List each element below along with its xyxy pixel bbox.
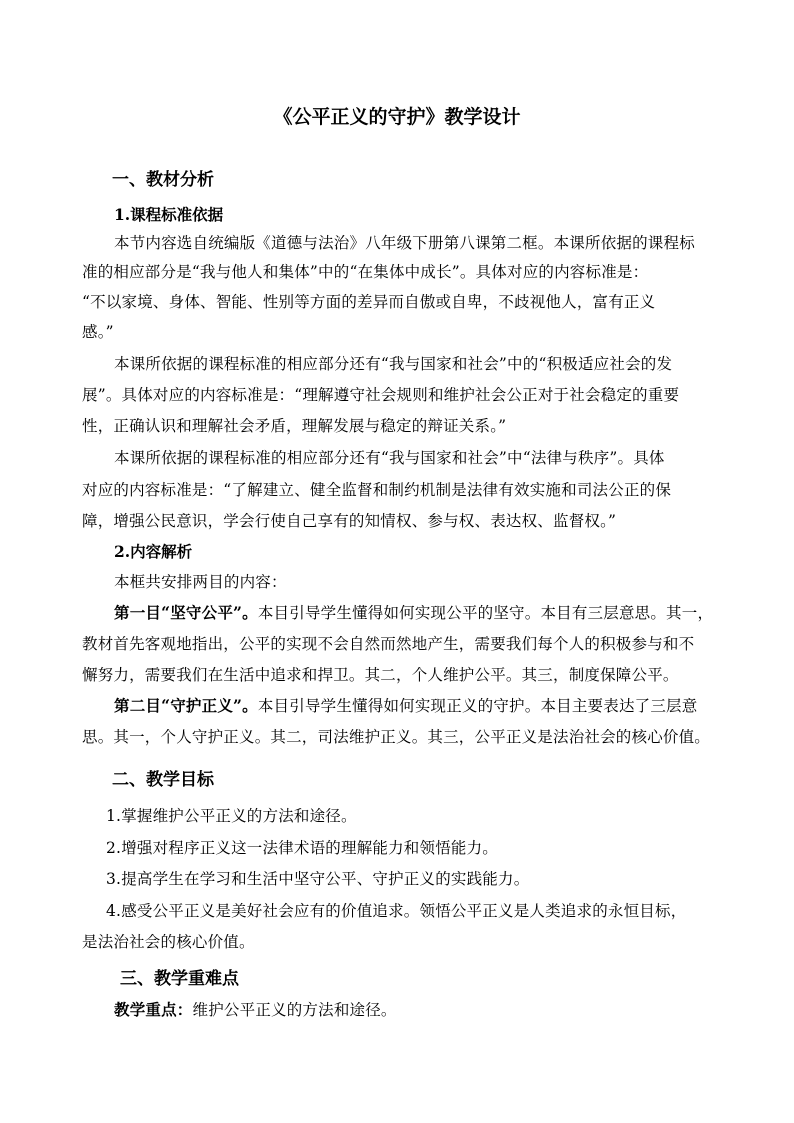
paragraph-line: 感。”	[82, 323, 114, 341]
key-text: 维护公平正义的方法和途径。	[192, 1001, 397, 1019]
paragraph-line: 懈努力，需要我们在生活中追求和捍卫。其二，个人维护公平。其三，制度保障公平。	[82, 666, 679, 684]
paragraph-line	[114, 603, 754, 623]
bold-lead: 第一目“坚守公平”。	[114, 603, 258, 622]
paragraph-line: 教材首先客观地指出，公平的实现不会自然而然地产生，需要我们每个人的积极参与和不	[82, 635, 695, 653]
bold-lead: 第二目“守护正义”。	[114, 696, 258, 715]
paragraph-line: 思。其一，个人守护正义。其二，司法维护正义。其三，公平正义是法治社会的核心价值。	[82, 728, 711, 746]
paragraph-line: “不以家境、身体、智能、性别等方面的差异而自傲或自卑，不歧视他人，富有正义	[82, 293, 656, 311]
paragraph-line	[114, 1000, 754, 1020]
key-label: 教学重点：	[114, 1000, 193, 1019]
objective-item: 1.掌握维护公平正义的方法和途径。	[106, 807, 357, 825]
inline-text: 本目引导学生懂得如何实现公平的坚守。本目有三层意思。其一，	[257, 604, 714, 622]
section-heading-key-points: 三、教学重难点	[120, 969, 239, 989]
paragraph-line: 准的相应部分是“我与他人和集体”中的“在集体中成长”。具体对应的内容标准是：	[82, 263, 649, 281]
objective-item-continuation: 是法治社会的核心价值。	[82, 933, 255, 951]
paragraph-line: 本框共安排两目的内容：	[114, 573, 287, 591]
section-heading-analysis: 一、教材分析	[112, 170, 214, 190]
paragraph-line	[114, 696, 754, 716]
objective-item: 2.增强对程序正义这一法律术语的理解能力和领悟能力。	[106, 839, 498, 857]
subheading-content: 2.内容解析	[114, 542, 193, 561]
section-heading-objectives: 二、教学目标	[112, 770, 214, 790]
paragraph-line: 性，正确认识和理解社会矛盾，理解发展与稳定的辩证关系。”	[82, 417, 507, 435]
paragraph-line: 本课所依据的课程标准的相应部分还有“我与国家和社会”中的“积极适应社会的发	[114, 355, 673, 373]
objective-item: 3.提高学生在学习和生活中坚守公平、守护正义的实践能力。	[106, 870, 530, 888]
page-title: 《公平正义的守护》教学设计	[273, 106, 521, 128]
subheading-standards: 1.课程标准依据	[114, 205, 224, 224]
paragraph-line: 本节内容选自统编版《道德与法治》八年级下册第八课第二框。本课所依据的课程标	[114, 234, 695, 252]
inline-text: 本目引导学生懂得如何实现正义的守护。本目主要表达了三层意	[257, 697, 698, 715]
paragraph-line: 对应的内容标准是：“了解建立、健全监督和制约机制是法律有效实施和司法公正的保	[82, 481, 672, 499]
paragraph-line: 本课所依据的课程标准的相应部分还有“我与国家和社会”中“法律与秩序”。具体	[114, 449, 665, 467]
paragraph-line: 障，增强公民意识，学会行使自己享有的知情权、参与权、表达权、监督权。”	[82, 512, 617, 530]
paragraph-line: 展”。具体对应的内容标准是：“理解遵守社会规则和维护社会公正对于社会稳定的重要	[82, 386, 680, 404]
objective-item: 4.感受公平正义是美好社会应有的价值追求。领悟公平正义是人类追求的永恒目标，	[106, 902, 687, 920]
